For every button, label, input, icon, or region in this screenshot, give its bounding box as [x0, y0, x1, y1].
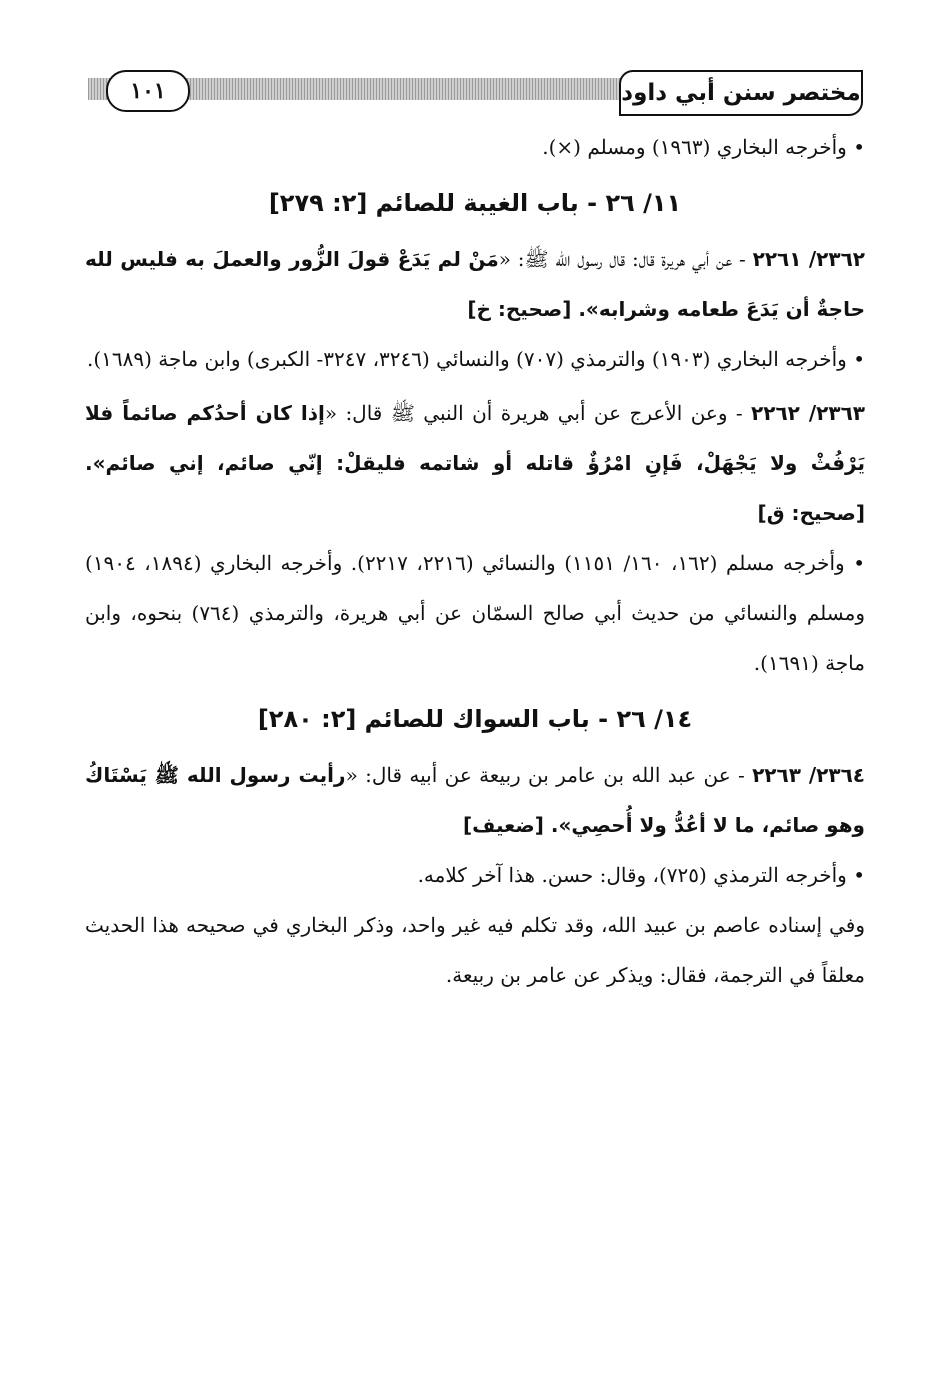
takhrij-note: • وأخرجه البخاري (١٩٠٣) والترمذي (٧٠٧) والنسائي (٣٢٤٦، ٣٢٤٧- الكبرى) وابن ماجة (١٦٨٩).: [85, 334, 865, 384]
matn-text: رأيت رسول الله ﷺ يَسْتَاكُ وهو صائم، ما لا أعُدُّ ولا أُحصِي: [85, 763, 865, 837]
page-number: ١٠١: [106, 70, 190, 112]
page-header: [88, 70, 863, 116]
matn-text: مَنْ لم يَدَعْ قولَ الزُّور والعملَ به فليس لله حاجةٌ أن يَدَعَ طعامه وشرابه: [85, 247, 865, 321]
takhrij-note: • وأخرجه الترمذي (٧٢٥)، وقال: حسن. هذا آخر كلامه.: [85, 850, 865, 900]
matn-text: إذا كان أحدُكم صائماً فلا يَرْفُثْ ولا يَجْهَلْ، فَإنِ امْرُؤٌ قاتله أو شاتمه فليقلْ: إنّي صائم، إني صائم: [85, 401, 865, 475]
grade-text: ». [صحيح: خ]: [467, 297, 599, 321]
isnad-text: - عن أبي هريرة قال: قال رسول الله ﷺ: «: [498, 247, 753, 271]
hadith-number: ٢٣٦٢/ ٢٢٦١: [752, 247, 865, 271]
hadith-entry: [85, 750, 865, 850]
grade-text: ». [ضعيف]: [463, 813, 572, 837]
hadith-entry: [85, 388, 865, 538]
isnad-text: - وعن الأعرج عن أبي هريرة أن النبي ﷺ قال: «: [324, 401, 752, 425]
chapter-heading: ١٤/ ٢٦ - باب السواك للصائم [٢: ٢٨٠]: [257, 705, 693, 733]
commentary-paragraph: وفي إسناده عاصم بن عبيد الله، وقد تكلم فيه غير واحد، وذكر البخاري في صحيحه هذا الحديث معلقاً في الترجمة، فقال: ويذكر عن عامر بن ربيعة.: [85, 913, 865, 987]
takhrij-note: • وأخرجه البخاري (١٩٦٣) ومسلم (×).: [85, 122, 865, 172]
hadith-entry: [85, 234, 865, 334]
hadith-number: ٢٣٦٤/ ٢٢٦٣: [752, 763, 865, 787]
grade-text: ». [صحيح: ق]: [85, 451, 865, 525]
chapter-heading: ١١/ ٢٦ - باب الغيبة للصائم [٢: ٢٧٩]: [268, 189, 682, 217]
page-body: [85, 122, 865, 1000]
hadith-number: ٢٣٦٣/ ٢٢٦٢: [751, 401, 865, 425]
book-title: مختصر سنن أبي داود: [619, 70, 863, 116]
takhrij-note: • وأخرجه مسلم (١٦٢، ١٦٠/ ١١٥١) والنسائي (٢٢١٦، ٢٢١٧). وأخرجه البخاري (١٨٩٤، ١٩٠٤) ومسلم والنسائي من حديث أبي صالح السمّان عن أبي هريرة، والترمذي (٧٦٤) بنحوه، وابن ماجة (١٦٩١).: [85, 538, 865, 688]
isnad-text: - عن عبد الله بن عامر بن ربيعة عن أبيه قال: «: [345, 763, 753, 787]
